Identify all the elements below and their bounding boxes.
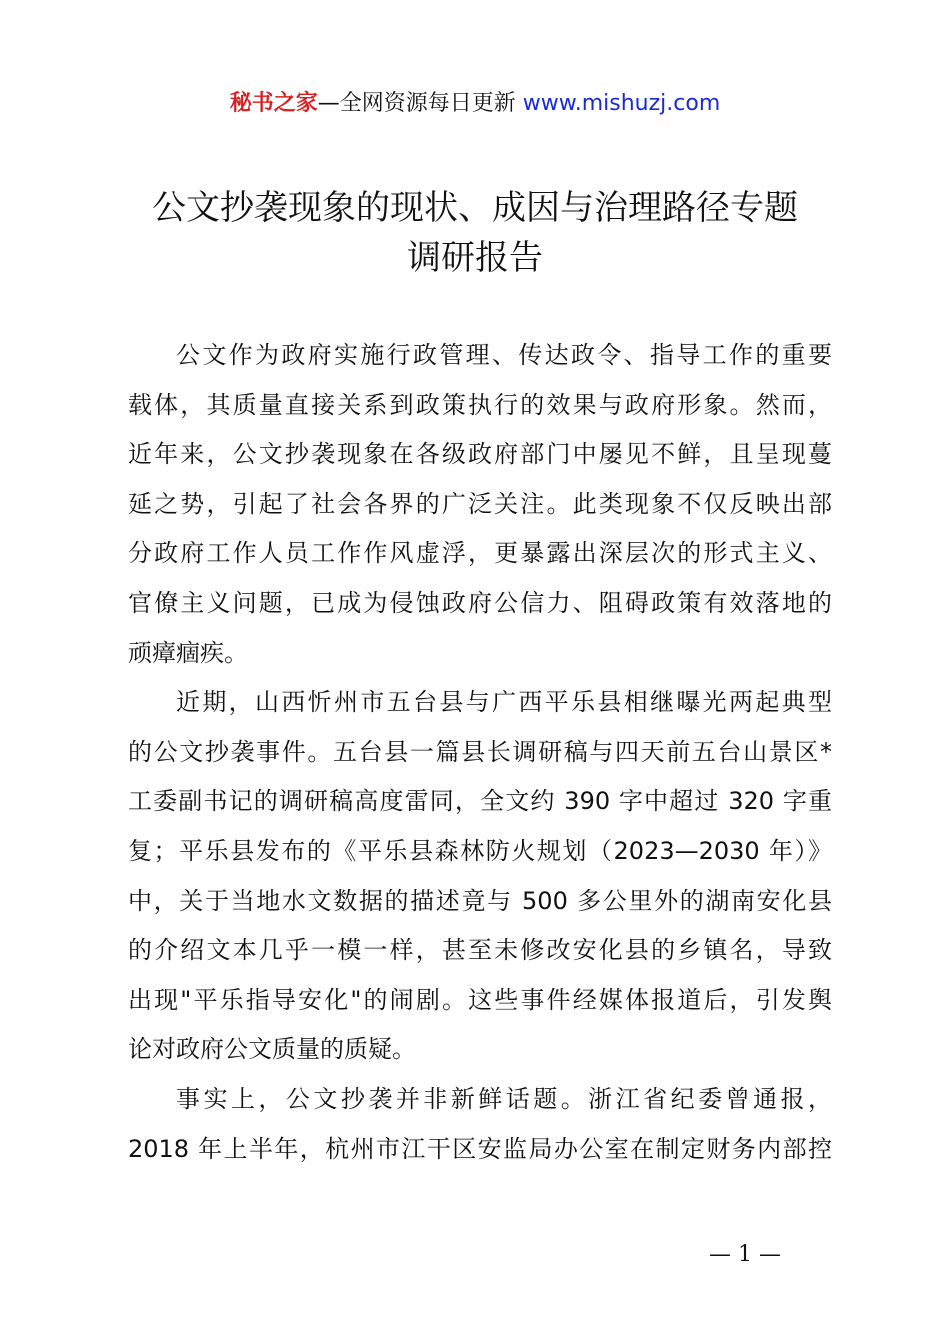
paragraph xyxy=(128,1075,832,1174)
paragraph-line: 载体，其质量直接关系到政策执行的效果与政府形象。然而， xyxy=(128,390,832,419)
paragraph-line: 公文作为政府实施行政管理、传达政令、指导工作的重要 xyxy=(176,341,832,369)
paragraph-line: 近年来，公文抄袭现象在各级政府部门中屡见不鲜，且呈现蔓 xyxy=(128,440,832,469)
paragraph-line: 官僚主义问题，已成为侵蚀政府公信力、阻碍政策有效落地的 xyxy=(128,588,832,617)
paragraph-line: 事实上，公文抄袭并非新鲜话题。浙江省纪委曾通报， xyxy=(176,1084,832,1113)
document-title xyxy=(100,183,850,283)
paragraph-line: 延之势，引起了社会各界的广泛关注。此类现象不仅反映出部 xyxy=(128,489,832,518)
site-url-link[interactable]: www.mishuzj.com xyxy=(522,91,721,116)
header-slogan: 全网资源每日更新 xyxy=(339,91,516,116)
paragraph-line: 近期，山西忻州市五台县与广西平乐县相继曝光两起典型 xyxy=(176,688,832,717)
paragraph xyxy=(128,678,832,1075)
document-body xyxy=(128,331,832,1174)
page-number: — 1 — xyxy=(709,1242,781,1267)
brand-name: 秘书之家 xyxy=(229,91,318,116)
paragraph-line: 论对政府公文质量的质疑。 xyxy=(128,1035,416,1064)
title-line: 公文抄袭现象的现状、成因与治理路径专题 xyxy=(152,188,798,228)
paragraph-line: 的公文抄袭事件。五台县一篇县长调研稿与四天前五台山景区* xyxy=(128,737,832,766)
paragraph-line: 的介绍文本几乎一模一样，甚至未修改安化县的乡镇名，导致 xyxy=(128,936,832,965)
title-line: 调研报告 xyxy=(407,238,543,278)
paragraph xyxy=(128,331,832,678)
paragraph-line: 顽瘴痼疾。 xyxy=(128,638,248,667)
paragraph-line: 复；平乐县发布的《平乐县森林防火规划（2023—2030 年）》 xyxy=(128,836,832,865)
header-dash: — xyxy=(317,91,340,116)
paragraph-line: 分政府工作人员工作作风虚浮，更暴露出深层次的形式主义、 xyxy=(128,539,832,568)
paragraph-line: 2018 年上半年，杭州市江干区安监局办公室在制定财务内部控 xyxy=(128,1134,832,1163)
paragraph-line: 中，关于当地水文数据的描述竟与 500 多公里外的湖南安化县 xyxy=(128,886,832,915)
paragraph-line: 出现"平乐指导安化"的闹剧。这些事件经媒体报道后，引发舆 xyxy=(128,985,832,1014)
site-header xyxy=(0,88,950,120)
paragraph-line: 工委副书记的调研稿高度雷同，全文约 390 字中超过 320 字重 xyxy=(128,787,832,816)
